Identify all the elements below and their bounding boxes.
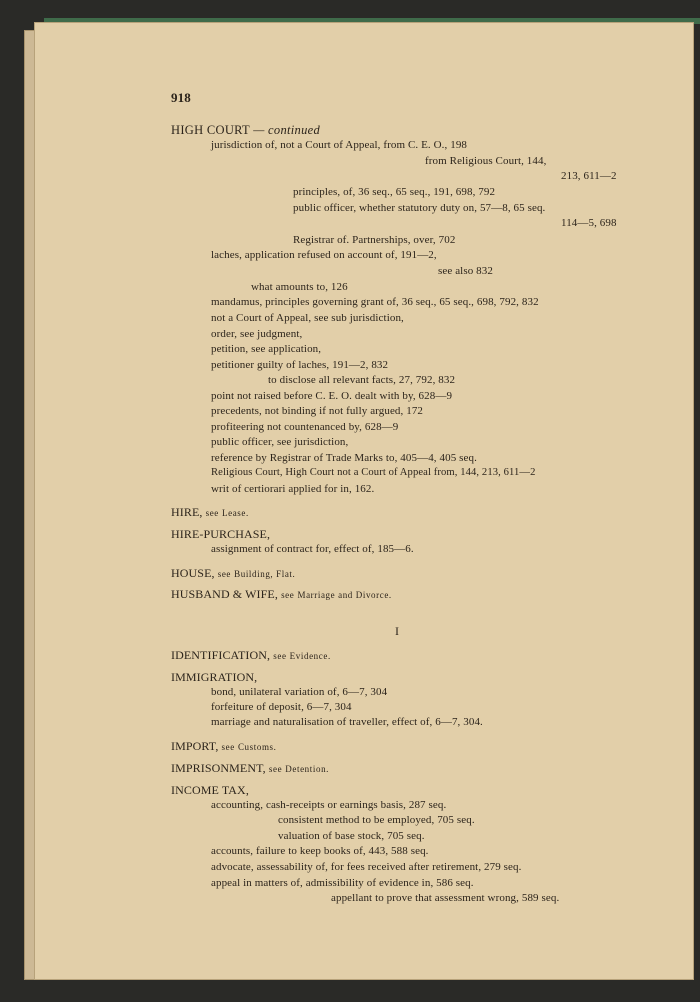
subentry-line: jurisdiction of, not a Court of Appeal, from C. E. O., 198 <box>211 139 468 151</box>
entry-heading-high-court <box>171 123 320 138</box>
subentry-line: advocate, assessability of, for fees received after retirement, 279 seq. <box>211 861 522 873</box>
entry-heading-hire <box>171 505 249 520</box>
heading-text: HIRE, <box>171 505 203 519</box>
entry-heading-identification <box>171 648 331 663</box>
subentry-line: reference by Registrar of Trade Marks to, 405—4, 405 seq. <box>211 452 477 464</box>
subentry-line: appeal in matters of, admissibility of evidence in, 586 seq. <box>211 877 474 889</box>
subentry-line: what amounts to, 126 <box>251 281 348 293</box>
subentry-line: laches, application refused on account of, 191—2, <box>211 249 437 261</box>
subentry-line: petition, see application, <box>211 343 322 355</box>
subentry-line: 213, 611—2 <box>561 170 617 182</box>
cross-reference: Customs. <box>237 742 277 752</box>
entry-heading-income-tax: INCOME TAX, <box>171 783 249 797</box>
see-word: see <box>281 590 295 600</box>
subentry-line: order, see judgment, <box>211 328 303 340</box>
subentry-line: Religious Court, High Court not a Court of Appeal from, 144, 213, 611—2 <box>211 467 536 478</box>
subentry-line: valuation of base stock, 705 seq. <box>278 830 425 842</box>
subentry-line: bond, unilateral variation of, 6—7, 304 <box>211 686 388 698</box>
subentry-line: precedents, not binding if not fully argued, 172 <box>211 405 424 417</box>
subentry-line: writ of certiorari applied for in, 162. <box>211 483 375 495</box>
see-word: see <box>268 764 283 774</box>
subentry-line: to disclose all relevant facts, 27, 792, 832 <box>268 374 456 386</box>
see-word: see <box>205 508 219 518</box>
subentry-line: assignment of contract for, effect of, 185—6. <box>211 543 414 555</box>
subentry-line: point not raised before C. E. O. dealt with by, 628—9 <box>211 390 453 402</box>
subentry-line: Registrar of. Partnerships, over, 702 <box>293 234 456 246</box>
heading-text: IDENTIFICATION, <box>171 648 271 662</box>
see-word: see <box>217 569 232 579</box>
continued-label: — continued <box>253 123 321 137</box>
subentry-line: public officer, whether statutory duty on, 57—8, 65 seq. <box>293 202 546 214</box>
heading-text: HOUSE, <box>171 566 215 580</box>
entry-heading-import <box>171 739 277 754</box>
subentry-line: forfeiture of deposit, 6—7, 304 <box>211 701 352 713</box>
cross-reference: Evidence. <box>289 651 331 661</box>
entry-heading-hire-purchase: HIRE-PURCHASE, <box>171 527 271 541</box>
subentry-line: 114—5, 698 <box>561 217 617 229</box>
see-word: see <box>273 651 287 661</box>
entry-heading-immigration: IMMIGRATION, <box>171 670 258 684</box>
subentry-line: accounting, cash-receipts or earnings basis, 287 seq. <box>211 799 447 811</box>
subentry-line: accounts, failure to keep books of, 443, 588 seq. <box>211 845 429 857</box>
heading-text: IMPORT, <box>171 739 219 753</box>
subentry-line: petitioner guilty of laches, 191—2, 832 <box>211 359 389 371</box>
subentry-line: marriage and naturalisation of traveller, effect of, 6—7, 304. <box>211 716 483 728</box>
subentry-line: mandamus, principles governing grant of, 36 seq., 65 seq., 698, 792, 832 <box>211 296 539 308</box>
cross-reference: Detention. <box>285 764 330 774</box>
entry-heading-husband-wife <box>171 587 392 602</box>
subentry-line: profiteering not countenanced by, 628—9 <box>211 421 399 433</box>
heading-text: IMPRISONMENT, <box>171 761 266 775</box>
cross-reference: Lease. <box>222 508 249 518</box>
subentry-line: see also 832 <box>438 265 493 277</box>
entry-heading-imprisonment <box>171 761 329 776</box>
page-number: 918 <box>171 90 191 105</box>
see-word: see <box>221 742 235 752</box>
subentry-line: from Religious Court, 144, <box>425 155 547 167</box>
subentry-line: appellant to prove that assessment wrong, 589 seq. <box>331 892 560 904</box>
heading-text: HUSBAND & WIFE, <box>171 587 278 601</box>
subentry-line: public officer, see jurisdiction, <box>211 436 349 448</box>
cross-reference: Marriage and Divorce. <box>297 590 392 600</box>
subentry-line: not a Court of Appeal, see sub jurisdiction, <box>211 312 404 324</box>
subentry-line: consistent method to be employed, 705 seq. <box>278 814 475 826</box>
subentry-line: principles, of, 36 seq., 65 seq., 191, 698, 792 <box>293 186 496 198</box>
entry-heading-house <box>171 566 295 581</box>
cross-reference: Building, Flat. <box>234 569 296 579</box>
heading-text: HIGH COURT <box>171 123 250 137</box>
section-letter: I <box>395 624 400 638</box>
